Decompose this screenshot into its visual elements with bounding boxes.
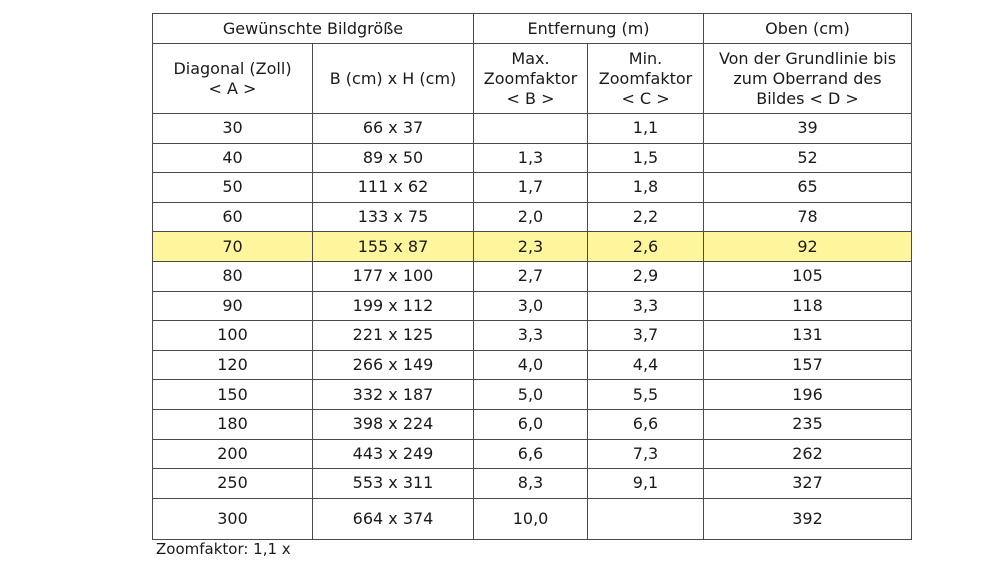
cell-min-zoom: 9,1 [588, 469, 704, 499]
header-min-zoom [588, 44, 704, 114]
cell-size: 398 x 224 [313, 409, 474, 439]
header-top-line2: zum Oberrand des [733, 68, 882, 88]
header-diagonal-line2: < A > [208, 78, 257, 98]
header-min-zoom-line1: Min. [628, 48, 663, 68]
header-top: Oben (cm) [704, 14, 912, 44]
cell-top: 52 [704, 143, 912, 173]
cell-max-zoom: 3,3 [474, 321, 588, 351]
cell-top: 262 [704, 439, 912, 469]
cell-size: 111 x 62 [313, 173, 474, 203]
cell-min-zoom: 6,6 [588, 409, 704, 439]
cell-size: 177 x 100 [313, 261, 474, 291]
cell-top: 327 [704, 469, 912, 499]
cell-max-zoom: 1,3 [474, 143, 588, 173]
cell-size: 664 x 374 [313, 498, 474, 539]
header-image-size: Gewünschte Bildgröße [153, 14, 474, 44]
header-diagonal [153, 44, 313, 114]
header-top-description [704, 44, 912, 114]
cell-diagonal: 200 [153, 439, 313, 469]
cell-size: 553 x 311 [313, 469, 474, 499]
cell-diagonal: 120 [153, 350, 313, 380]
header-top-line3: Bildes < D > [756, 88, 859, 108]
table-row [153, 261, 912, 291]
table-row [153, 291, 912, 321]
table-row [153, 143, 912, 173]
cell-top: 392 [704, 498, 912, 539]
header-max-zoom [474, 44, 588, 114]
table-row [153, 321, 912, 351]
cell-max-zoom: 6,0 [474, 409, 588, 439]
table-row [153, 380, 912, 410]
cell-top: 65 [704, 173, 912, 203]
cell-size: 133 x 75 [313, 202, 474, 232]
cell-min-zoom: 7,3 [588, 439, 704, 469]
cell-size: 199 x 112 [313, 291, 474, 321]
cell-min-zoom: 2,6 [588, 232, 704, 262]
cell-min-zoom: 3,3 [588, 291, 704, 321]
cell-min-zoom: 1,8 [588, 173, 704, 203]
cell-max-zoom: 2,7 [474, 261, 588, 291]
cell-max-zoom: 10,0 [474, 498, 588, 539]
header-max-zoom-line1: Max. [511, 48, 550, 68]
cell-top: 92 [704, 232, 912, 262]
header-top-line1: Von der Grundlinie bis [718, 48, 897, 68]
cell-diagonal: 250 [153, 469, 313, 499]
projection-distance-table [152, 13, 912, 540]
cell-top: 118 [704, 291, 912, 321]
cell-diagonal: 30 [153, 114, 313, 144]
cell-min-zoom: 4,4 [588, 350, 704, 380]
header-width-height: B (cm) x H (cm) [313, 44, 474, 114]
cell-diagonal: 100 [153, 321, 313, 351]
cell-top: 131 [704, 321, 912, 351]
cell-size: 332 x 187 [313, 380, 474, 410]
cell-min-zoom [588, 498, 704, 539]
cell-min-zoom: 3,7 [588, 321, 704, 351]
cell-top: 196 [704, 380, 912, 410]
table-row [153, 439, 912, 469]
cell-size: 89 x 50 [313, 143, 474, 173]
cell-max-zoom: 5,0 [474, 380, 588, 410]
cell-diagonal: 40 [153, 143, 313, 173]
sub-header-row [153, 44, 912, 114]
cell-diagonal: 90 [153, 291, 313, 321]
cell-diagonal: 150 [153, 380, 313, 410]
cell-min-zoom: 5,5 [588, 380, 704, 410]
group-header-row [153, 14, 912, 44]
cell-max-zoom: 8,3 [474, 469, 588, 499]
header-distance: Entfernung (m) [474, 14, 704, 44]
table-row [153, 202, 912, 232]
cell-diagonal: 300 [153, 498, 313, 539]
table-row [153, 173, 912, 203]
header-max-zoom-line2: Zoomfaktor [483, 68, 578, 88]
cell-max-zoom: 2,0 [474, 202, 588, 232]
cell-top: 78 [704, 202, 912, 232]
cell-top: 235 [704, 409, 912, 439]
cell-size: 443 x 249 [313, 439, 474, 469]
cell-min-zoom: 1,5 [588, 143, 704, 173]
cell-top: 105 [704, 261, 912, 291]
cell-min-zoom: 2,2 [588, 202, 704, 232]
table-row [153, 469, 912, 499]
cell-size: 221 x 125 [313, 321, 474, 351]
cell-diagonal: 70 [153, 232, 313, 262]
cell-diagonal: 50 [153, 173, 313, 203]
table-body [153, 114, 912, 540]
cell-diagonal: 60 [153, 202, 313, 232]
header-min-zoom-line2: Zoomfaktor [598, 68, 693, 88]
zoom-factor-footnote: Zoomfaktor: 1,1 x [156, 540, 291, 558]
table-row [153, 350, 912, 380]
cell-max-zoom: 1,7 [474, 173, 588, 203]
cell-max-zoom [474, 114, 588, 144]
table-row-highlighted [153, 232, 912, 262]
header-diagonal-line1: Diagonal (Zoll) [173, 58, 292, 78]
cell-diagonal: 180 [153, 409, 313, 439]
cell-min-zoom: 1,1 [588, 114, 704, 144]
table-row [153, 498, 912, 539]
cell-max-zoom: 3,0 [474, 291, 588, 321]
table-row [153, 409, 912, 439]
table-row [153, 114, 912, 144]
cell-max-zoom: 6,6 [474, 439, 588, 469]
cell-max-zoom: 4,0 [474, 350, 588, 380]
cell-top: 157 [704, 350, 912, 380]
header-min-zoom-line3: < C > [621, 88, 670, 108]
cell-top: 39 [704, 114, 912, 144]
cell-max-zoom: 2,3 [474, 232, 588, 262]
cell-min-zoom: 2,9 [588, 261, 704, 291]
cell-size: 266 x 149 [313, 350, 474, 380]
cell-size: 66 x 37 [313, 114, 474, 144]
header-max-zoom-line3: < B > [506, 88, 555, 108]
cell-size: 155 x 87 [313, 232, 474, 262]
cell-diagonal: 80 [153, 261, 313, 291]
